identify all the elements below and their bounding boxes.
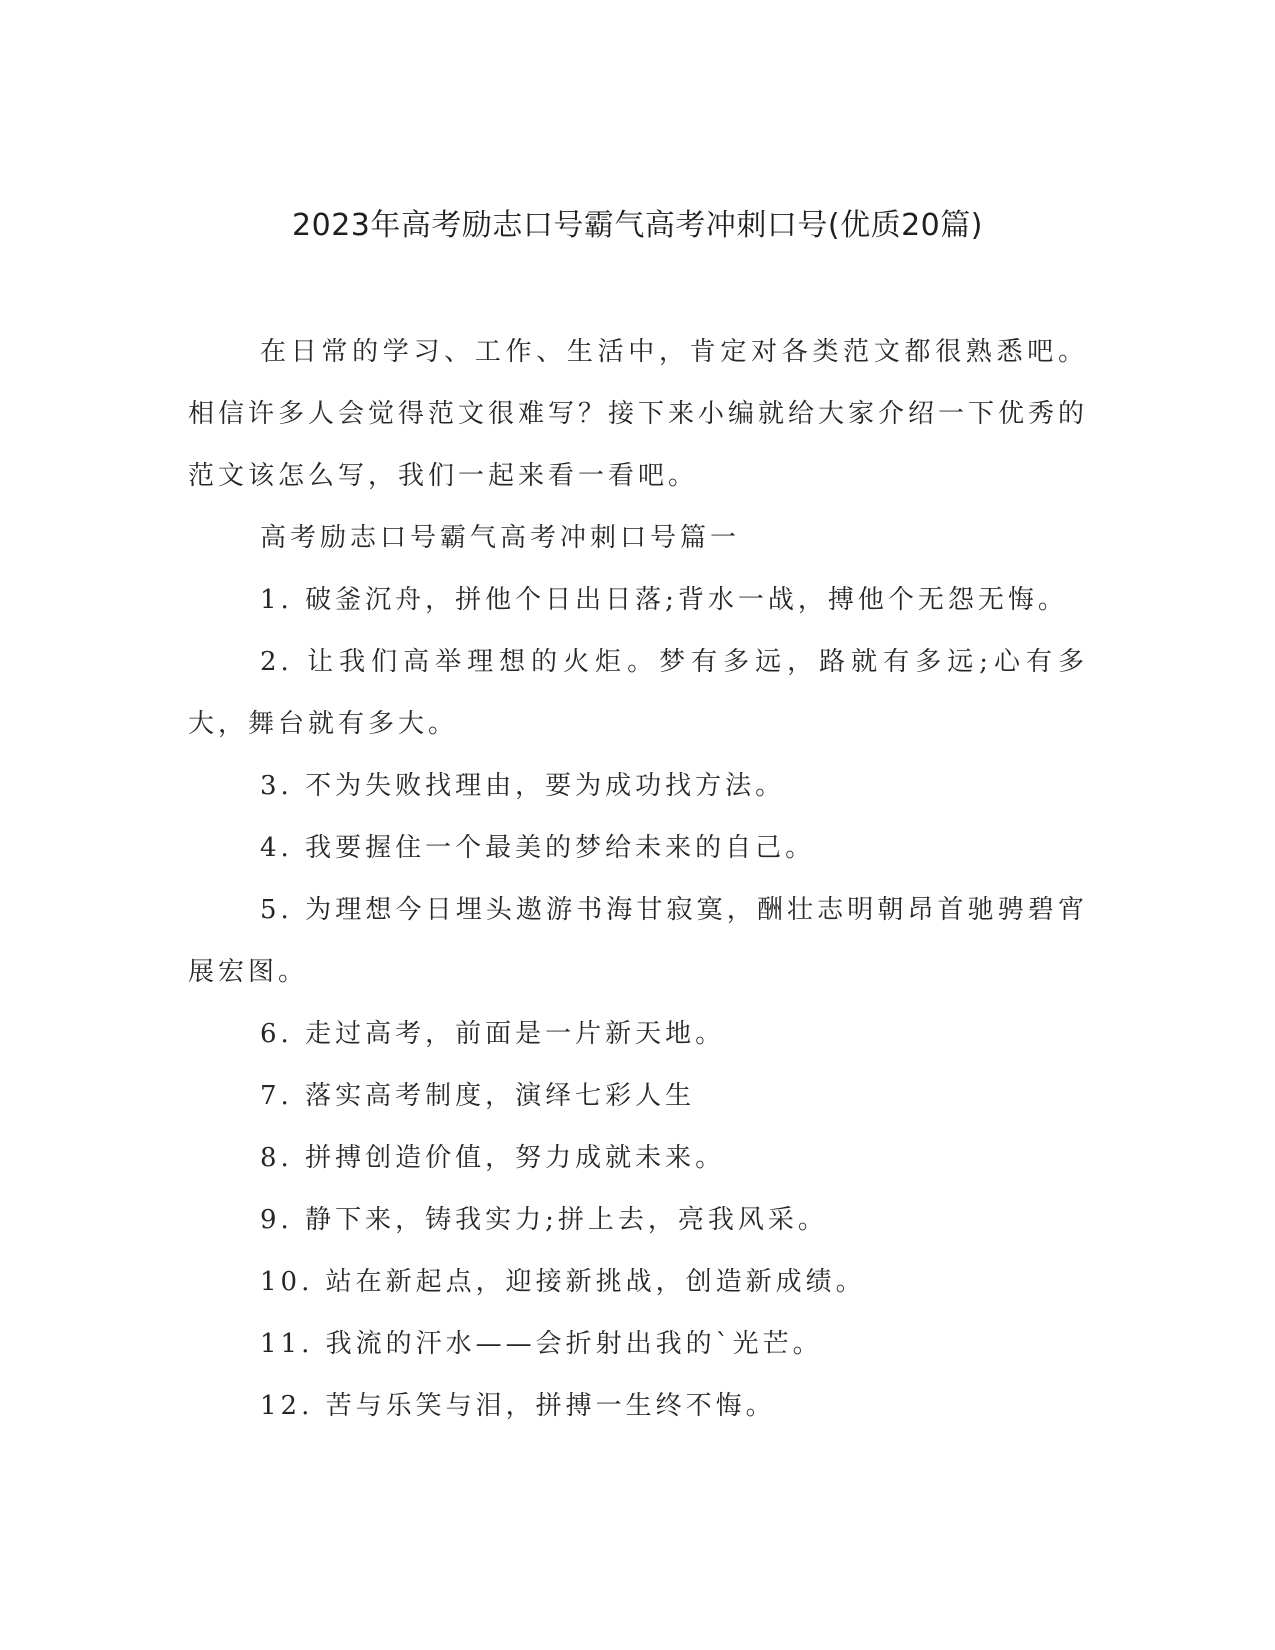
document-title: 2023年高考励志口号霸气高考冲刺口号(优质20篇) <box>292 208 983 243</box>
document-body <box>188 321 1088 1437</box>
intro-paragraph: 在日常的学习、工作、生活中，肯定对各类范文都很熟悉吧。相信许多人会觉得范文很难写？接下来小编就给大家介绍一下优秀的范文该怎么写，我们一起来看一看吧。 <box>188 337 1089 491</box>
section-heading: 高考励志口号霸气高考冲刺口号篇一 <box>260 523 741 553</box>
slogan-item-12: 12. 苦与乐笑与泪，拼搏一生终不悔。 <box>260 1391 776 1421</box>
slogan-item-5: 5. 为理想今日埋头遨游书海甘寂寞，酬壮志明朝昂首驰骋碧宵展宏图。 <box>188 895 1088 987</box>
slogan-item-11: 11. 我流的汗水——会折射出我的`光芒。 <box>260 1329 823 1359</box>
slogan-item-1: 1. 破釜沉舟，拼他个日出日落;背水一战，搏他个无怨无悔。 <box>260 585 1068 615</box>
slogan-item-7: 7. 落实高考制度，演绎七彩人生 <box>260 1081 696 1111</box>
slogan-item-6: 6. 走过高考，前面是一片新天地。 <box>260 1019 726 1049</box>
slogan-item-10: 10. 站在新起点，迎接新挑战，创造新成绩。 <box>260 1267 866 1297</box>
slogan-item-9: 9. 静下来，铸我实力;拼上去，亮我风采。 <box>260 1205 828 1235</box>
slogan-item-3: 3. 不为失败找理由，要为成功找方法。 <box>260 771 786 801</box>
slogan-item-2: 2. 让我们高举理想的火炬。梦有多远，路就有多远;心有多大，舞台就有多大。 <box>188 647 1088 739</box>
slogan-item-8: 8. 拼搏创造价值，努力成就未来。 <box>260 1143 726 1173</box>
slogan-item-4: 4. 我要握住一个最美的梦给未来的自己。 <box>260 833 816 863</box>
